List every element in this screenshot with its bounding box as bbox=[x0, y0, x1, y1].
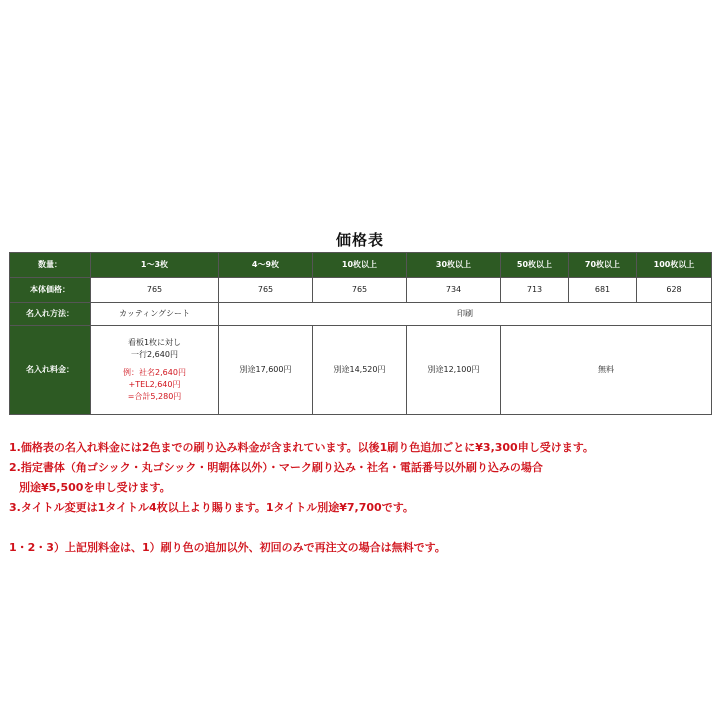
fee-cell-first bbox=[91, 326, 219, 415]
quantity-header: 1〜3枚 bbox=[91, 253, 219, 278]
fee-cell: 別途17,600円 bbox=[219, 326, 313, 415]
fee-cell-free: 無料 bbox=[501, 326, 712, 415]
price-cell: 765 bbox=[313, 278, 407, 303]
method-printing: 印刷 bbox=[219, 303, 712, 326]
quantity-header: 50枚以上 bbox=[501, 253, 569, 278]
fee-example: 例：社名2,640円 bbox=[123, 368, 186, 377]
note-2: 2.指定書体（角ゴシック・丸ゴシック・明朝体以外）・マーク刷り込み・社名・電話番号以外刷り込みの場合 bbox=[9, 461, 543, 474]
page-title: 価格表 bbox=[335, 231, 384, 249]
price-table bbox=[9, 252, 712, 415]
spacer bbox=[9, 518, 594, 538]
note-1: 1.価格表の名入れ料金には2色までの刷り込み料金が含まれています。以後1刷り色追加ごとに¥3,300申し受けます。 bbox=[9, 441, 594, 454]
quantity-header: 70枚以上 bbox=[569, 253, 637, 278]
method-cutting-sheet: カッティングシート bbox=[91, 303, 219, 326]
note-2-continued: 別途¥5,500を申し受けます。 bbox=[19, 481, 171, 494]
price-label: 本体価格： bbox=[10, 278, 91, 303]
fee-label: 名入れ料金： bbox=[10, 326, 91, 415]
price-cell: 765 bbox=[91, 278, 219, 303]
quantity-row bbox=[10, 253, 712, 278]
notes bbox=[9, 438, 594, 558]
price-cell: 681 bbox=[569, 278, 637, 303]
note-3: 3.タイトル変更は1タイトル4枚以上より賜ります。1タイトル別途¥7,700です。 bbox=[9, 501, 414, 514]
fee-example: =合計5,280円 bbox=[127, 392, 182, 401]
quantity-header: 4〜9枚 bbox=[219, 253, 313, 278]
quantity-header: 100枚以上 bbox=[637, 253, 712, 278]
price-cell: 713 bbox=[501, 278, 569, 303]
fee-line: 看板1枚に対し bbox=[127, 338, 182, 347]
price-cell: 734 bbox=[407, 278, 501, 303]
price-cell: 628 bbox=[637, 278, 712, 303]
fee-row bbox=[10, 326, 712, 415]
quantity-label: 数量： bbox=[10, 253, 91, 278]
quantity-header: 30枚以上 bbox=[407, 253, 501, 278]
fee-example: +TEL2,640円 bbox=[128, 380, 181, 389]
note-4: 1・2・3）上記別料金は、1）刷り色の追加以外、初回のみで再注文の場合は無料です。 bbox=[9, 541, 446, 554]
method-label: 名入れ方法： bbox=[10, 303, 91, 326]
fee-line: 一行2,640円 bbox=[131, 350, 178, 359]
fee-cell: 別途14,520円 bbox=[313, 326, 407, 415]
price-cell: 765 bbox=[219, 278, 313, 303]
quantity-header: 10枚以上 bbox=[313, 253, 407, 278]
price-row bbox=[10, 278, 712, 303]
fee-cell: 別途12,100円 bbox=[407, 326, 501, 415]
method-row bbox=[10, 303, 712, 326]
